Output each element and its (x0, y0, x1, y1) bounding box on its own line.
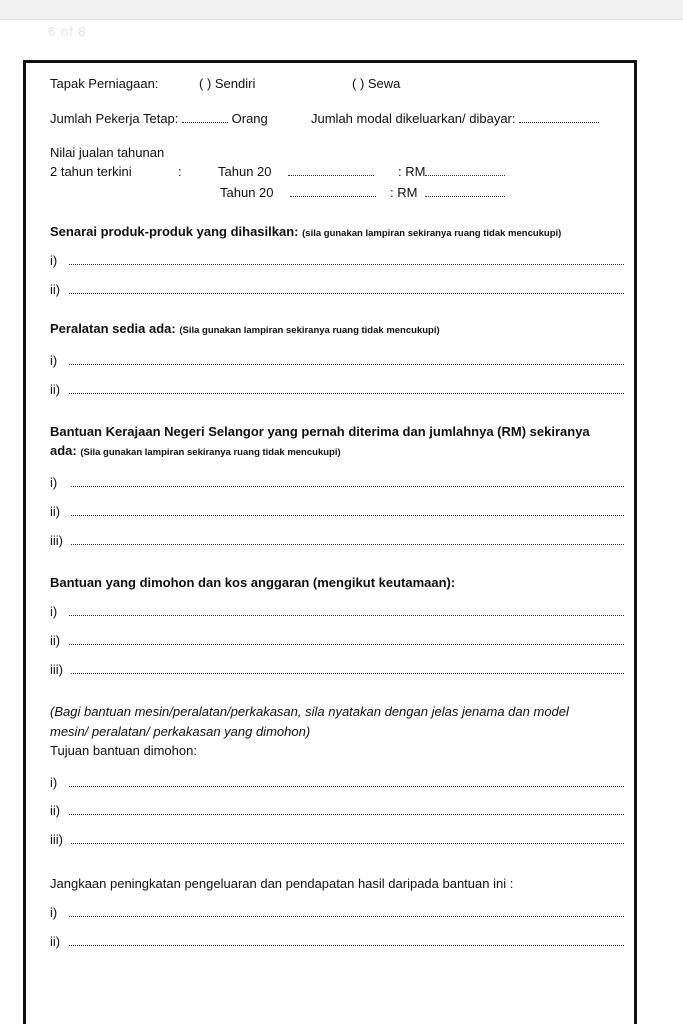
purpose-item-3[interactable] (50, 832, 624, 848)
state-aid-note: (Sila gunakan lampiran sekiranya ruang tidak mencukupi) (80, 447, 341, 458)
products-item-1[interactable] (50, 253, 624, 269)
sales-rm-1-field[interactable] (425, 165, 505, 176)
equipment-item-2-line[interactable] (69, 393, 624, 394)
state-aid-item-2-label: ii) (50, 504, 61, 519)
sales-year-1-field[interactable] (288, 165, 374, 176)
purpose-item-1-line[interactable] (69, 786, 624, 787)
equipment-item-1[interactable] (50, 353, 624, 369)
sales-label-line2: 2 tahun terkini (50, 164, 132, 179)
expected-increase-item-1-line[interactable] (69, 916, 624, 917)
purpose-item-2-label: ii) (50, 803, 61, 818)
sales-rm-1-label: : RM (398, 164, 426, 179)
products-heading: Senarai produk-produk yang dihasilkan: (50, 224, 299, 239)
state-aid-item-1-label: i) (50, 475, 58, 490)
requested-aid-item-2-line[interactable] (69, 644, 624, 645)
expected-increase-item-1-label: i) (50, 905, 58, 920)
sales-year-2-label: Tahun 20 (220, 185, 274, 200)
requested-aid-item-1[interactable] (50, 604, 624, 620)
employees-label: Jumlah Pekerja Tetap: (50, 111, 179, 126)
expected-increase-item-2[interactable] (50, 934, 624, 950)
machine-note-line2: mesin/ peralatan/ perkakasan yang dimohon) (50, 724, 311, 739)
employees-row (50, 111, 268, 127)
state-aid-item-3[interactable] (50, 533, 624, 549)
premises-label: Tapak Perniagaan: (50, 76, 159, 91)
requested-aid-item-2-label: ii) (50, 633, 61, 648)
expected-increase-item-1[interactable] (50, 905, 624, 921)
sales-year-2-field[interactable] (290, 186, 376, 197)
products-item-1-label: i) (50, 253, 58, 268)
equipment-item-2-label: ii) (50, 382, 61, 397)
state-aid-item-3-label: iii) (50, 533, 63, 548)
equipment-heading-row (50, 321, 440, 339)
state-aid-item-2[interactable] (50, 504, 624, 520)
equipment-item-1-label: i) (50, 353, 58, 368)
employees-unit: Orang (231, 111, 268, 126)
state-aid-item-3-line[interactable] (71, 544, 624, 545)
sales-year-1-label: Tahun 20 (218, 164, 272, 179)
products-item-2-label: ii) (50, 282, 61, 297)
sales-rm-2-field[interactable] (425, 186, 505, 197)
equipment-item-1-line[interactable] (69, 364, 624, 365)
equipment-heading: Peralatan sedia ada: (50, 321, 176, 336)
requested-aid-item-1-line[interactable] (69, 615, 624, 616)
requested-aid-item-1-label: i) (50, 604, 58, 619)
state-aid-heading-line1: Bantuan Kerajaan Negeri Selangor yang pernah diterima dan jumlahnya (RM) sekiranya (50, 424, 590, 439)
sales-colon: : (178, 164, 182, 179)
expected-increase-item-2-line[interactable] (69, 945, 624, 946)
expected-increase-item-2-label: ii) (50, 934, 61, 949)
products-heading-row (50, 224, 561, 242)
purpose-item-1-label: i) (50, 775, 58, 790)
machine-note-line1: (Bagi bantuan mesin/peralatan/perkakasan, sila nyatakan dengan jelas jenama dan model (50, 704, 569, 719)
purpose-item-2-line[interactable] (69, 814, 624, 815)
products-note: (sila gunakan lampiran sekiranya ruang tidak mencukupi) (302, 228, 562, 239)
requested-aid-item-3[interactable] (50, 662, 624, 678)
purpose-item-3-line[interactable] (71, 843, 624, 844)
premises-option-own[interactable]: ( ) Sendiri (199, 76, 256, 91)
capital-field[interactable] (519, 112, 599, 123)
purpose-item-2[interactable] (50, 803, 624, 819)
state-aid-item-1[interactable] (50, 475, 624, 491)
state-aid-item-1-line[interactable] (71, 486, 624, 487)
requested-aid-item-3-line[interactable] (71, 673, 624, 674)
state-aid-heading-row2 (50, 443, 341, 461)
requested-aid-heading: Bantuan yang dimohon dan kos anggaran (mengikut keutamaan): (50, 575, 456, 590)
products-item-2[interactable] (50, 282, 624, 298)
premises-option-rent[interactable]: ( ) Sewa (352, 76, 401, 91)
purpose-item-1[interactable] (50, 775, 624, 791)
capital-label: Jumlah modal dikeluarkan/ dibayar: (311, 111, 516, 126)
purpose-item-3-label: iii) (50, 832, 63, 847)
state-aid-heading-line2: ada: (50, 443, 77, 458)
employees-field[interactable] (182, 112, 228, 123)
products-item-2-line[interactable] (69, 293, 624, 294)
equipment-item-2[interactable] (50, 382, 624, 398)
requested-aid-item-3-label: iii) (50, 662, 63, 677)
products-item-1-line[interactable] (69, 264, 624, 265)
expected-increase-heading: Jangkaan peningkatan pengeluaran dan pendapatan hasil daripada bantuan ini : (50, 876, 514, 891)
purpose-label: Tujuan bantuan dimohon: (50, 743, 197, 758)
viewer-top-bar (0, 0, 683, 20)
capital-row (311, 111, 599, 127)
equipment-note: (Sila gunakan lampiran sekiranya ruang tidak mencukupi) (179, 325, 440, 336)
requested-aid-item-2[interactable] (50, 633, 624, 649)
page-indicator: 6 of 8 (48, 24, 87, 39)
sales-rm-2-label: : RM (390, 185, 418, 200)
state-aid-item-2-line[interactable] (71, 515, 624, 516)
sales-label-line1: Nilai jualan tahunan (50, 145, 165, 160)
